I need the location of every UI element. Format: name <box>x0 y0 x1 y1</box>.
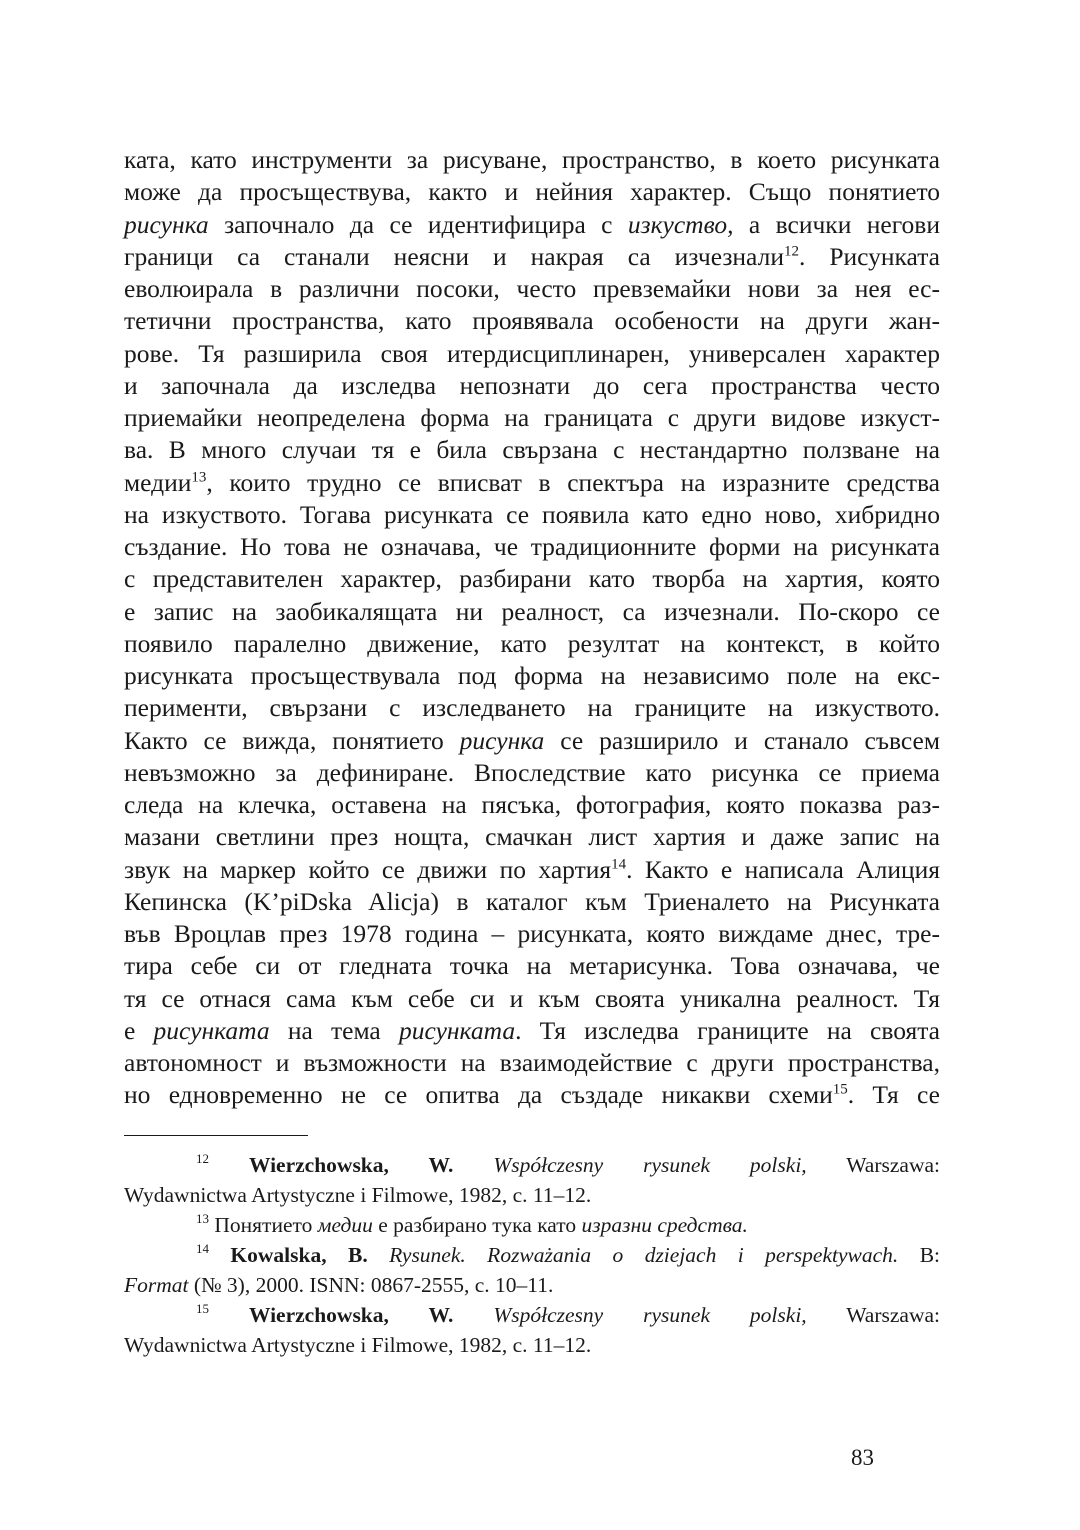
footnote-ref: 12 <box>783 243 799 259</box>
footnote-ref: 13 <box>196 1210 209 1226</box>
footnote-line: Wydawnictwa Artystyczne i Filmowe, 1982, с. 11–12. <box>124 1183 592 1207</box>
text-line: тетични пространства, като проявявала особености на други жан- <box>124 306 940 336</box>
italic-text: Współczesny rysunek polski, <box>493 1303 807 1327</box>
italic-text: рисунка <box>459 725 545 755</box>
footnote-ref: 14 <box>611 855 627 872</box>
text-line: невъзможно за дефиниране. Впоследствие като рисунка се приема <box>124 757 940 787</box>
text-line: тира себе си от гледната точка на метарисунка. Това означава, че <box>124 951 940 981</box>
text-line: приемайки неопределена форма на границата с други видове изкуст- <box>124 403 940 432</box>
text-line: с представителен характер, разбирани като творба на хартия, която <box>124 564 940 594</box>
text-line: появило паралелно движение, като резултат на контекст, в който <box>124 628 940 658</box>
text-line: е запис на заобикалящата ни реалност, са изчезнали. По-скоро се <box>124 596 940 626</box>
text-line: но едновременно не се опитва да създаде никакви схеми$^{15}$. Тя се <box>124 1080 940 1110</box>
italic-text: рисунката <box>153 1015 270 1045</box>
text-line: следа на клечка, оставена на пясъка, фотография, която показва раз- <box>124 790 940 819</box>
italic-text: медии <box>317 1213 373 1237</box>
bold-text: Kowalska, B. <box>230 1243 368 1267</box>
footnote-line: Wydawnictwa Artystyczne i Filmowe, 1982, с. 11–12. <box>124 1333 592 1357</box>
footnote-line: $^{13}$ Понятието медии е разбирано тука като изразни средства. <box>196 1210 748 1237</box>
text-line: рисунката просъществувала под форма на независимо поле на екс- <box>124 661 940 690</box>
footnote-ref: 15 <box>832 1081 848 1098</box>
text-line: създание. Но това не означава, че традиционните форми на рисунката <box>124 532 940 561</box>
italic-text: изразни средства. <box>581 1213 748 1237</box>
body-text <box>124 144 940 1112</box>
text-line: е рисунката на тема рисунката. Тя изследва границите на своята <box>124 1015 940 1045</box>
text-line: във Вроцлав през 1978 година – рисунката, която виждаме днес, тре- <box>124 919 940 948</box>
text-line: граници са станали неясни и накрая са изчезнали$^{12}$. Рисунката <box>124 241 940 271</box>
text-line: може да просъществува, както и нейния характер. Също понятието <box>124 177 940 207</box>
footnote-line: Format (№ 3), 2000. ISNN: 0867-2555, с. 10–11. <box>124 1273 554 1297</box>
text-line: ва. В много случаи тя е била свързана с нестандартно ползване на <box>124 435 940 465</box>
bold-text: Wierzchowska, W. <box>248 1303 454 1327</box>
text-line: Кепинска (K’piDska Alicja) в каталог към Триеналето на Рисунката <box>124 886 940 916</box>
italic-text: Format <box>124 1273 189 1297</box>
footnote-ref: 15 <box>196 1300 209 1316</box>
text-line: перименти, свързани с изследването на границите на изкуството. <box>124 693 940 723</box>
italic-text: изкуство, <box>627 209 734 239</box>
text-line: рисунка започнало да се идентифицира с изкуство, а всички негови <box>124 209 940 239</box>
footnote-separator <box>124 1135 308 1136</box>
text-line: на изкуството. Тогава рисунката се появила като едно ново, хибридно <box>124 499 940 529</box>
text-line: мазани светлини през нощта, смачкан лист хартия и даже запис на <box>124 822 940 852</box>
italic-text: Rysunek. Rozważania o dziejach i perspektywach. <box>389 1243 899 1267</box>
text-line: и започнала да изследва непознати до сега пространства често <box>124 370 940 400</box>
text-line: автономност и възможности на взаимодействие с други пространства, <box>124 1048 940 1077</box>
footnote-ref: 14 <box>196 1240 209 1256</box>
italic-text: рисунка <box>124 209 209 239</box>
footnotes <box>124 1150 940 1360</box>
footnote-ref: 13 <box>191 468 207 485</box>
text-line: звук на маркер който се движи по хартия$^{14}$. Както е написала Алиция <box>124 854 940 884</box>
text-line: медии$^{13}$, които трудно се вписват в спектъра на изразните средства <box>124 467 940 497</box>
footnote-line: $^{14}$ Kowalska, B. Rysunek. Rozważania o dziejach i perspektywach. В: <box>196 1240 941 1267</box>
page-number: 83 <box>851 1445 874 1470</box>
text-line: рове. Тя разширила своя итердисциплинарен, универсален характер <box>124 338 940 368</box>
italic-text: Współczesny rysunek polski, <box>493 1153 807 1177</box>
text-line: еволюирала в различни посоки, често превземайки нови за нея ес- <box>124 274 940 303</box>
bold-text: Wierzchowska, W. <box>248 1153 454 1177</box>
text-line: тя се отнася сама към себе си и към своята уникална реалност. Тя <box>124 983 940 1013</box>
italic-text: рисунката <box>398 1015 516 1045</box>
footnote-line: $^{12}$ Wierzchowska, W. Współczesny rysunek polski, Warszawa: <box>196 1150 940 1177</box>
text-line: Както се вижда, понятието рисунка се разширило и станало съвсем <box>124 725 941 755</box>
footnote-line: $^{15}$ Wierzchowska, W. Współczesny rysunek polski, Warszawa: <box>196 1300 940 1327</box>
text-line: ката, като инструменти за рисуване, пространство, в което рисунката <box>124 145 940 174</box>
footnote-ref: 12 <box>196 1150 209 1166</box>
